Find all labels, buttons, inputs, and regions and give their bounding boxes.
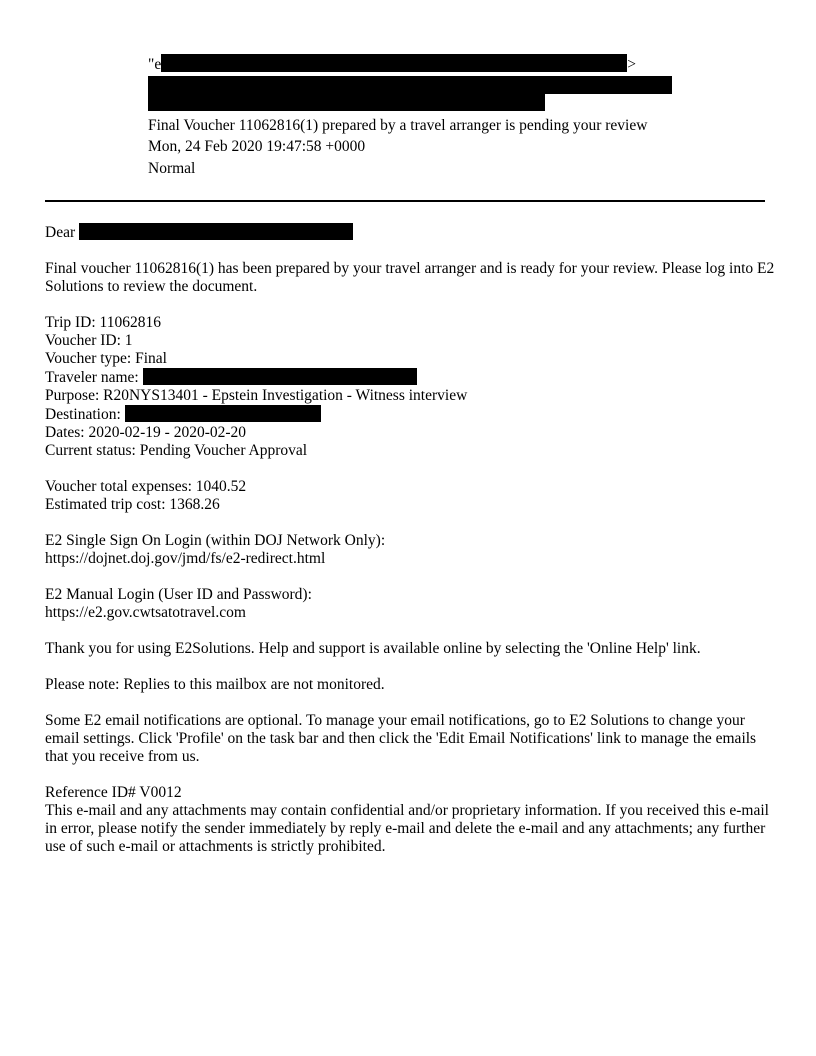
manual-login-section — [45, 586, 775, 622]
traveler-label: Traveler name: — [45, 369, 139, 386]
to-value — [148, 76, 672, 96]
destination-redaction — [125, 405, 321, 422]
trip-details — [45, 314, 775, 460]
disclaimer-text: This e-mail and any attachments may contain confidential and/or proprietary information. If you received this e-mail in error, please notify the sender immediately by reply e-mail and delete the e-mail and any attachments; any further use of such e-mail or attachments is strictly prohibited. — [45, 802, 769, 855]
header-divider — [45, 200, 765, 202]
from-prefix: "e — [148, 56, 162, 73]
traveler-name-row — [45, 368, 775, 387]
from-value — [148, 54, 636, 74]
note-paragraph — [45, 676, 775, 694]
total-expenses: Voucher total expenses: 1040.52 — [45, 478, 247, 495]
from-suffix: > — [627, 56, 636, 73]
notifications-paragraph — [45, 712, 775, 766]
current-status: Current status: Pending Voucher Approval — [45, 442, 308, 459]
footer-paragraph — [45, 784, 775, 856]
purpose: Purpose: R20NYS13401 - Epstein Investigation - Witness interview — [45, 387, 468, 404]
notifications-text: Some E2 email notifications are optional. To manage your email notifications, go to E2 Solutions to change your email settings. Click 'Profile' on the task bar and then click the 'Edit Email Notifications' link to manage the emails that you receive from us. — [45, 712, 757, 765]
reference-id: Reference ID# V0012 — [45, 784, 182, 801]
thanks-text: Thank you for using E2Solutions. Help and support is available online by selecting the 'Online Help' link. — [45, 640, 701, 657]
voucher-type: Voucher type: Final — [45, 350, 167, 367]
destination-row — [45, 405, 775, 424]
importance-value: Normal — [148, 160, 196, 177]
to-redaction-line-1 — [148, 76, 672, 94]
from-redaction — [161, 54, 627, 72]
sso-login-link[interactable]: https://dojnet.doj.gov/jmd/fs/e2-redirect.html — [45, 550, 326, 567]
voucher-id: Voucher ID: 1 — [45, 332, 133, 349]
intro-text: Final voucher 11062816(1) has been prepared by your travel arranger and is ready for your review. Please log into E2 Solutions to review the document. — [45, 260, 775, 295]
date-value: Mon, 24 Feb 2020 19:47:58 +0000 — [148, 138, 366, 155]
manual-login-label: E2 Manual Login (User ID and Password): — [45, 586, 312, 603]
cost-details — [45, 478, 775, 514]
estimated-trip-cost: Estimated trip cost: 1368.26 — [45, 496, 220, 513]
sso-login-label: E2 Single Sign On Login (within DOJ Network Only): — [45, 532, 386, 549]
destination-label: Destination: — [45, 406, 121, 423]
note-text: Please note: Replies to this mailbox are not monitored. — [45, 676, 385, 693]
to-value-continued — [148, 94, 545, 113]
message-body — [45, 223, 775, 874]
sso-login-section — [45, 532, 775, 568]
recipient-name-redaction — [79, 223, 353, 240]
subject-value: Final Voucher 11062816(1) prepared by a travel arranger is pending your review — [148, 117, 648, 134]
traveler-name-redaction — [143, 368, 417, 385]
trip-id: Trip ID: 11062816 — [45, 314, 161, 331]
thanks-paragraph — [45, 640, 775, 658]
greeting-text: Dear — [45, 224, 76, 241]
greeting-paragraph — [45, 223, 775, 242]
manual-login-link[interactable]: https://e2.gov.cwtsatotravel.com — [45, 604, 246, 621]
intro-paragraph — [45, 260, 775, 296]
trip-dates: Dates: 2020-02-19 - 2020-02-20 — [45, 424, 247, 441]
to-redaction-line-2 — [148, 94, 545, 111]
